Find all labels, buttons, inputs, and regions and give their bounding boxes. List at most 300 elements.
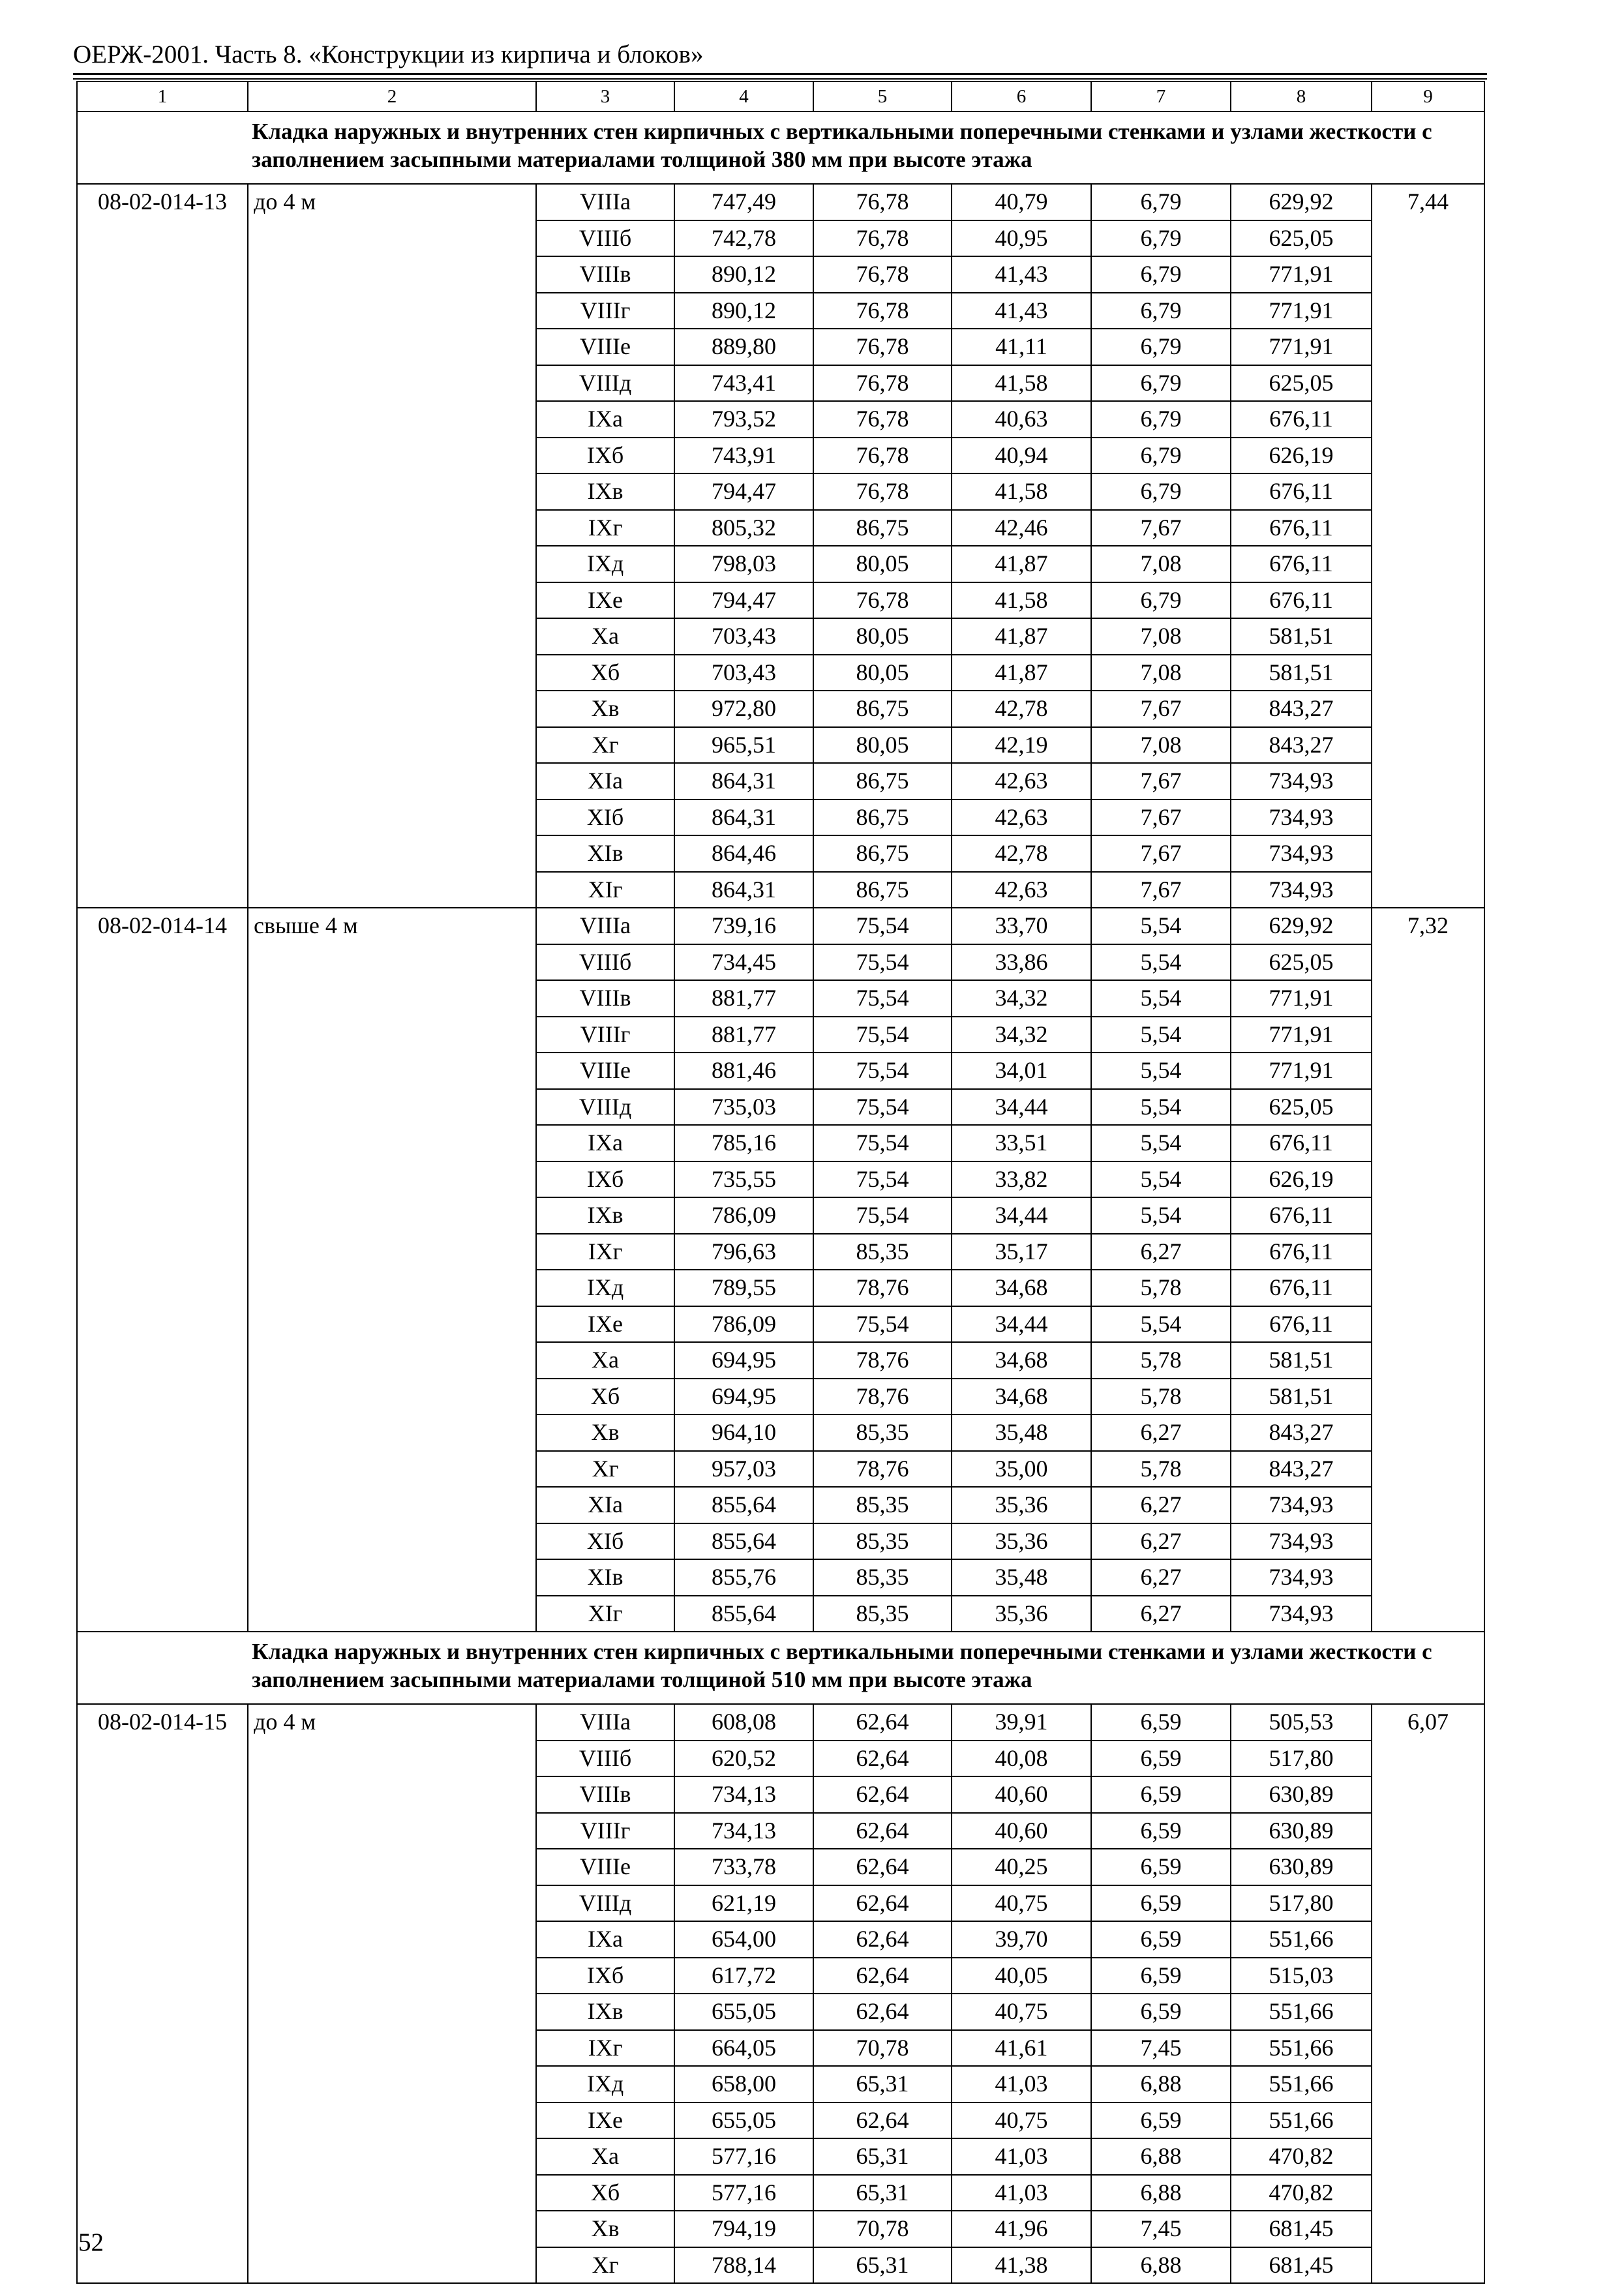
value-cell [1091, 2138, 1231, 2175]
value-cell [952, 1596, 1091, 1632]
zone-cell [536, 1958, 674, 1994]
zone-label: IXа [588, 1130, 623, 1156]
value-text: 42,19 [995, 731, 1048, 758]
value-text: 551,66 [1269, 2034, 1334, 2061]
value-cell [674, 1379, 813, 1415]
zone-cell [536, 2030, 674, 2067]
value-text: 6,79 [1140, 441, 1182, 468]
zone-label: XIг [588, 1600, 623, 1626]
value-text: 34,32 [995, 1021, 1048, 1047]
value-text: 843,27 [1269, 731, 1334, 758]
zone-label: XIв [587, 1564, 624, 1590]
value-cell [674, 872, 813, 908]
value-cell [674, 1234, 813, 1270]
col9-value: 6,07 [1407, 1709, 1449, 1735]
zone-cell [536, 1197, 674, 1234]
value-text: 86,75 [856, 695, 909, 721]
value-cell [674, 1306, 813, 1343]
value-cell [1091, 1451, 1231, 1488]
value-cell [1091, 800, 1231, 836]
value-text: 794,19 [712, 2215, 776, 2241]
value-cell [1091, 1813, 1231, 1849]
value-cell [813, 510, 952, 546]
value-cell [952, 401, 1091, 438]
section-title: Кладка наружных и внутренних стен кирпичных с вертикальными поперечными стенками и узлами жесткости с заполнением засыпными материалами толщиной 510 мм при высоте этажа [77, 1632, 1484, 1704]
value-text: 6,27 [1140, 1419, 1182, 1445]
table-row [77, 184, 1484, 220]
zone-label: Xб [590, 2179, 620, 2206]
zone-cell [536, 546, 674, 582]
value-cell [1231, 1053, 1372, 1089]
value-cell [1231, 1776, 1372, 1813]
value-cell [1091, 1234, 1231, 1270]
zone-cell [536, 473, 674, 510]
value-cell [1231, 329, 1372, 365]
zone-cell [536, 1994, 674, 2030]
value-cell [952, 1559, 1091, 1596]
value-text: 630,89 [1269, 1853, 1334, 1879]
value-cell [1231, 2102, 1372, 2139]
value-cell [813, 1921, 952, 1958]
value-cell [674, 220, 813, 257]
value-cell [674, 1017, 813, 1053]
value-cell [952, 1813, 1091, 1849]
value-cell [813, 980, 952, 1017]
value-text: 735,55 [712, 1165, 776, 1192]
value-text: 39,70 [995, 1926, 1048, 1952]
value-cell [952, 2247, 1091, 2284]
value-cell [674, 1849, 813, 1885]
value-cell [813, 1776, 952, 1813]
col9-cell [1372, 908, 1484, 1632]
zone-label: VIIIв [579, 985, 631, 1011]
value-text: 62,64 [856, 1889, 909, 1916]
zone-cell [536, 220, 674, 257]
value-text: 733,78 [712, 1853, 776, 1879]
value-text: 86,75 [856, 514, 909, 541]
zone-label: Xв [591, 2215, 620, 2241]
rate-code-cell [77, 1704, 248, 2283]
value-text: 796,63 [712, 1238, 776, 1264]
value-text: 86,75 [856, 768, 909, 794]
value-text: 78,76 [856, 1347, 909, 1373]
value-cell [813, 582, 952, 619]
value-cell [674, 1523, 813, 1560]
rate-code: 08-02-014-14 [98, 912, 227, 938]
col9-cell [1372, 1704, 1484, 2283]
value-cell [1091, 220, 1231, 257]
value-text: 65,31 [856, 2071, 909, 2097]
value-text: 655,05 [712, 2106, 776, 2133]
value-cell [674, 1053, 813, 1089]
value-text: 505,53 [1269, 1709, 1334, 1735]
value-cell [952, 618, 1091, 655]
zone-cell [536, 293, 674, 329]
value-text: 742,78 [712, 224, 776, 251]
value-cell [813, 401, 952, 438]
zone-cell [536, 1161, 674, 1198]
zone-cell [536, 1776, 674, 1813]
value-text: 734,93 [1269, 1564, 1334, 1590]
value-text: 6,27 [1140, 1238, 1182, 1264]
zone-label: Xг [592, 2251, 619, 2278]
value-text: 35,17 [995, 1238, 1048, 1264]
value-text: 625,05 [1269, 369, 1334, 396]
value-cell [952, 1197, 1091, 1234]
value-text: 70,78 [856, 2215, 909, 2241]
value-text: 694,95 [712, 1383, 776, 1409]
zone-cell [536, 1053, 674, 1089]
value-text: 676,11 [1269, 1274, 1333, 1300]
zone-cell [536, 2211, 674, 2247]
value-cell [952, 1523, 1091, 1560]
zone-cell [536, 800, 674, 836]
value-text: 734,93 [1269, 840, 1334, 866]
zone-label: VIIIг [580, 297, 631, 323]
zone-label: Xа [592, 1347, 619, 1373]
value-text: 62,64 [856, 1998, 909, 2024]
zone-cell [536, 1270, 674, 1306]
zone-cell [536, 1451, 674, 1488]
value-cell [1091, 1994, 1231, 2030]
value-text: 6,59 [1140, 1853, 1182, 1879]
value-cell [952, 293, 1091, 329]
value-text: 786,09 [712, 1310, 776, 1337]
value-text: 80,05 [856, 623, 909, 649]
zone-cell [536, 655, 674, 691]
value-cell [1231, 1994, 1372, 2030]
value-cell [1091, 401, 1231, 438]
value-cell [1091, 2175, 1231, 2211]
value-cell [813, 618, 952, 655]
value-text: 965,51 [712, 731, 776, 758]
value-text: 6,79 [1140, 586, 1182, 613]
zone-label: Xг [592, 731, 619, 758]
value-text: 630,89 [1269, 1781, 1334, 1807]
value-cell [1231, 691, 1372, 727]
value-text: 629,92 [1269, 912, 1334, 938]
value-cell [674, 980, 813, 1017]
value-cell [1091, 1596, 1231, 1632]
value-text: 676,11 [1269, 478, 1333, 504]
value-text: 42,46 [995, 514, 1048, 541]
zone-label: IXг [588, 1238, 623, 1264]
zone-label: XIб [586, 803, 624, 830]
value-cell [952, 1161, 1091, 1198]
zone-label: VIIIд [579, 1093, 632, 1120]
value-text: 85,35 [856, 1419, 909, 1445]
value-cell [674, 1958, 813, 1994]
value-cell [674, 1197, 813, 1234]
value-cell [1231, 1813, 1372, 1849]
value-text: 676,11 [1269, 550, 1333, 576]
value-cell [1231, 1342, 1372, 1379]
value-text: 843,27 [1269, 1419, 1334, 1445]
value-cell [1091, 1017, 1231, 1053]
value-text: 40,63 [995, 406, 1048, 432]
value-text: 65,31 [856, 2143, 909, 2169]
value-cell [813, 763, 952, 800]
zone-cell [536, 872, 674, 908]
value-text: 676,11 [1269, 1310, 1333, 1337]
value-cell [674, 800, 813, 836]
value-cell [674, 1342, 813, 1379]
value-text: 889,80 [712, 333, 776, 359]
value-cell [813, 1451, 952, 1488]
value-cell [1091, 835, 1231, 872]
value-cell [1231, 1089, 1372, 1126]
value-text: 676,11 [1269, 586, 1333, 613]
value-cell [952, 184, 1091, 220]
value-text: 80,05 [856, 731, 909, 758]
rate-description-cell [248, 908, 536, 1632]
value-cell [1231, 1306, 1372, 1343]
value-cell [1231, 1559, 1372, 1596]
value-text: 85,35 [856, 1491, 909, 1518]
value-text: 70,78 [856, 2034, 909, 2061]
zone-cell [536, 1559, 674, 1596]
value-text: 42,78 [995, 840, 1048, 866]
zone-cell [536, 438, 674, 474]
value-cell [1091, 1885, 1231, 1922]
value-cell [952, 1125, 1091, 1161]
value-cell [813, 944, 952, 981]
rate-description: до 4 м [254, 1709, 316, 1735]
value-cell [813, 1197, 952, 1234]
value-cell [674, 1089, 813, 1126]
value-text: 881,46 [712, 1057, 776, 1083]
value-cell [674, 1885, 813, 1922]
value-text: 5,54 [1140, 1021, 1182, 1047]
value-cell [952, 1994, 1091, 2030]
value-cell [1091, 2102, 1231, 2139]
value-cell [1231, 763, 1372, 800]
value-cell [1231, 2138, 1372, 2175]
zone-cell [536, 1523, 674, 1560]
value-text: 7,45 [1140, 2034, 1182, 2061]
value-cell [1231, 655, 1372, 691]
value-cell [674, 2030, 813, 2067]
value-cell [1231, 438, 1372, 474]
value-text: 785,16 [712, 1130, 776, 1156]
value-cell [674, 618, 813, 655]
value-cell [813, 2211, 952, 2247]
value-text: 734,45 [712, 948, 776, 975]
value-text: 855,64 [712, 1491, 776, 1518]
zone-label: VIIIб [579, 1744, 632, 1771]
value-cell [1231, 582, 1372, 619]
value-text: 703,43 [712, 623, 776, 649]
value-cell [1231, 1487, 1372, 1523]
value-text: 6,79 [1140, 478, 1182, 504]
value-text: 676,11 [1269, 406, 1333, 432]
column-number: 6 [952, 82, 1091, 112]
value-text: 617,72 [712, 1962, 776, 1988]
value-cell [1091, 546, 1231, 582]
value-text: 5,78 [1140, 1455, 1182, 1482]
column-number: 5 [813, 82, 952, 112]
value-text: 33,82 [995, 1165, 1048, 1192]
value-text: 771,91 [1269, 1021, 1334, 1047]
value-cell [813, 727, 952, 764]
value-text: 630,89 [1269, 1817, 1334, 1844]
value-cell [674, 293, 813, 329]
zone-label: VIIIе [580, 1057, 631, 1083]
value-cell [813, 1523, 952, 1560]
zone-label: VIIIв [579, 1781, 631, 1807]
value-cell [1091, 763, 1231, 800]
zone-cell [536, 2102, 674, 2139]
value-cell [674, 655, 813, 691]
value-text: 7,67 [1140, 876, 1182, 903]
zone-label: IXв [587, 1998, 624, 2024]
zone-label: IXе [588, 1310, 623, 1337]
value-text: 734,93 [1269, 876, 1334, 903]
value-cell [813, 473, 952, 510]
zone-cell [536, 1487, 674, 1523]
value-text: 78,76 [856, 1383, 909, 1409]
value-text: 76,78 [856, 224, 909, 251]
value-text: 734,13 [712, 1817, 776, 1844]
value-text: 6,27 [1140, 1564, 1182, 1590]
value-text: 681,45 [1269, 2215, 1334, 2241]
value-cell [813, 2138, 952, 2175]
value-cell [674, 835, 813, 872]
value-cell [952, 2102, 1091, 2139]
value-cell [1231, 1379, 1372, 1415]
value-text: 75,54 [856, 1021, 909, 1047]
zone-label: XIв [587, 840, 624, 866]
value-text: 41,38 [995, 2251, 1048, 2278]
value-cell [813, 1559, 952, 1596]
value-cell [1091, 872, 1231, 908]
value-cell [674, 329, 813, 365]
value-cell [813, 2247, 952, 2284]
value-cell [813, 184, 952, 220]
value-cell [1231, 220, 1372, 257]
value-text: 39,91 [995, 1709, 1048, 1735]
zone-label: IXб [586, 1165, 624, 1192]
zone-label: IXв [587, 478, 624, 504]
value-cell [1091, 1379, 1231, 1415]
value-cell [674, 1741, 813, 1777]
value-cell [952, 256, 1091, 293]
value-text: 786,09 [712, 1202, 776, 1228]
value-cell [1231, 618, 1372, 655]
value-cell [1091, 2030, 1231, 2067]
value-cell [952, 800, 1091, 836]
rate-code-cell [77, 908, 248, 1632]
value-text: 41,03 [995, 2179, 1048, 2206]
value-cell [813, 1596, 952, 1632]
zone-label: XIа [588, 768, 623, 794]
value-text: 34,32 [995, 985, 1048, 1011]
value-cell [1091, 510, 1231, 546]
value-text: 34,68 [995, 1383, 1048, 1409]
value-cell [813, 1414, 952, 1451]
value-cell [1091, 1197, 1231, 1234]
value-cell [1231, 944, 1372, 981]
value-cell [1091, 582, 1231, 619]
value-cell [674, 365, 813, 402]
value-cell [1231, 401, 1372, 438]
value-text: 957,03 [712, 1455, 776, 1482]
table-row [77, 908, 1484, 944]
zone-label: VIIIг [580, 1021, 631, 1047]
value-text: 577,16 [712, 2179, 776, 2206]
value-text: 703,43 [712, 659, 776, 685]
value-cell [1231, 1451, 1372, 1488]
value-text: 655,05 [712, 1998, 776, 2024]
value-cell [952, 1958, 1091, 1994]
zone-cell [536, 980, 674, 1017]
zone-label: VIIIа [580, 912, 631, 938]
value-text: 40,25 [995, 1853, 1048, 1879]
value-cell [952, 872, 1091, 908]
value-cell [1091, 691, 1231, 727]
value-text: 41,03 [995, 2143, 1048, 2169]
value-cell [1091, 1704, 1231, 1741]
column-number: 8 [1231, 82, 1372, 112]
value-cell [952, 1234, 1091, 1270]
zone-label: IXг [588, 514, 623, 541]
price-table [76, 81, 1485, 2284]
value-cell [1091, 1161, 1231, 1198]
value-cell [1231, 1885, 1372, 1922]
value-cell [952, 582, 1091, 619]
value-cell [1231, 1125, 1372, 1161]
zone-cell [536, 1596, 674, 1632]
value-cell [813, 1994, 952, 2030]
value-text: 7,45 [1140, 2215, 1182, 2241]
zone-cell [536, 1379, 674, 1415]
value-text: 5,78 [1140, 1274, 1182, 1300]
value-cell [952, 2066, 1091, 2102]
value-text: 6,59 [1140, 2106, 1182, 2133]
value-text: 626,19 [1269, 1165, 1334, 1192]
value-cell [813, 2066, 952, 2102]
value-cell [952, 727, 1091, 764]
value-cell [813, 1053, 952, 1089]
col9-value: 7,32 [1407, 912, 1449, 938]
value-cell [1091, 438, 1231, 474]
value-cell [1231, 980, 1372, 1017]
value-cell [674, 2175, 813, 2211]
value-cell [1091, 1089, 1231, 1126]
value-cell [813, 1161, 952, 1198]
zone-cell [536, 401, 674, 438]
value-cell [952, 365, 1091, 402]
value-cell [952, 220, 1091, 257]
value-cell [813, 835, 952, 872]
value-cell [1231, 1849, 1372, 1885]
value-text: 85,35 [856, 1238, 909, 1264]
column-number: 2 [248, 82, 536, 112]
value-text: 664,05 [712, 2034, 776, 2061]
header-rule-thin [73, 78, 1487, 80]
zone-cell [536, 184, 674, 220]
value-text: 42,63 [995, 768, 1048, 794]
value-cell [1231, 1596, 1372, 1632]
zone-cell [536, 329, 674, 365]
value-cell [813, 655, 952, 691]
value-cell [952, 1885, 1091, 1922]
value-text: 35,36 [995, 1527, 1048, 1554]
value-text: 41,61 [995, 2034, 1048, 2061]
value-text: 5,54 [1140, 1093, 1182, 1120]
rate-code: 08-02-014-15 [98, 1709, 227, 1735]
value-cell [1091, 293, 1231, 329]
